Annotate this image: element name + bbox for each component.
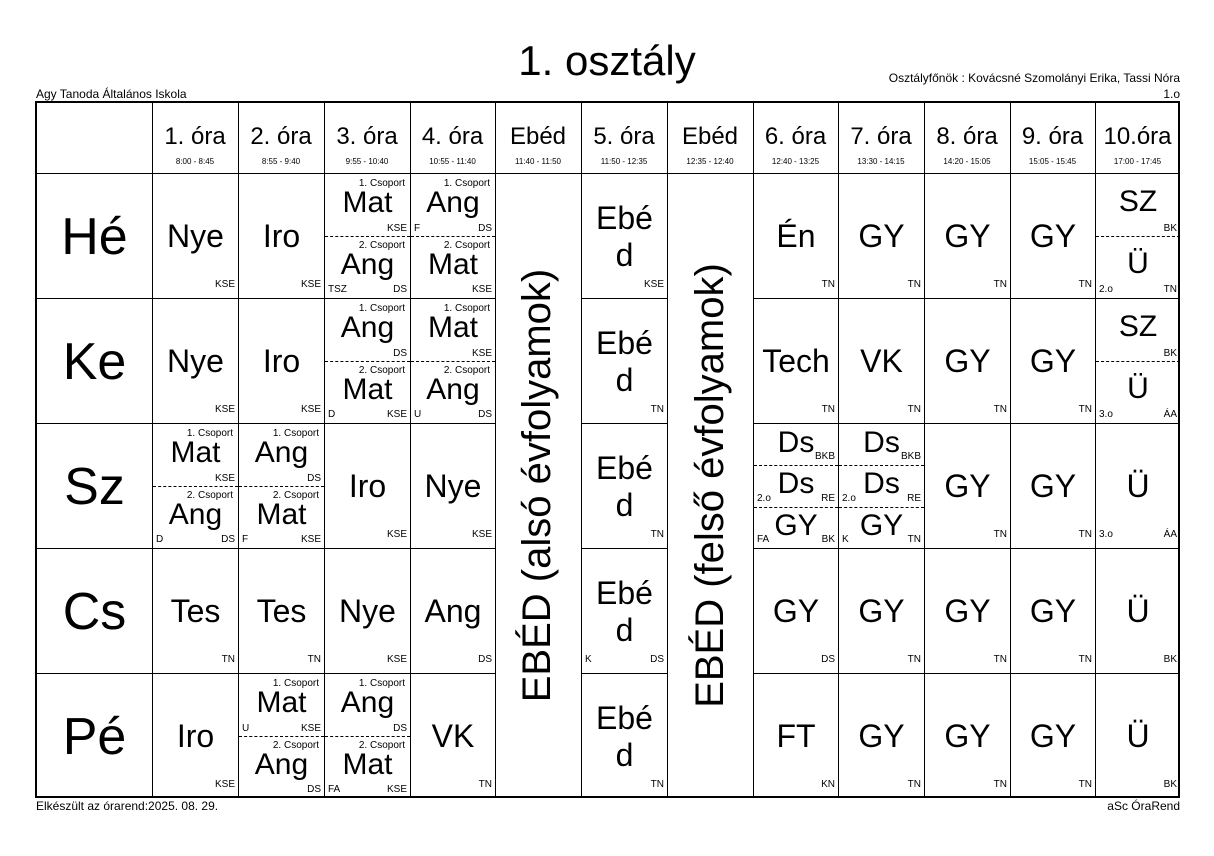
teacher-code: KSE [386,654,407,665]
lesson-cell[interactable] [1096,549,1180,673]
room-code: U [414,409,422,420]
lesson-cell[interactable] [839,174,924,298]
group-divider [1096,236,1180,237]
group-divider [325,736,410,737]
room-code: K [585,654,592,665]
subject-name-cont: d [615,612,634,648]
room-code: TSZ [328,284,347,295]
period-name: 7. óra [850,123,912,150]
group-divider [325,236,410,237]
period-header [152,103,238,173]
teacher-code: TN [821,404,835,415]
lesson-cell[interactable] [1011,424,1095,548]
subject-name: FT [776,718,816,754]
teacher-code: ÁA [1163,409,1177,420]
subject-name: Ü [1127,247,1149,280]
day-label: Hé [61,207,128,266]
teacher-code: TN [1078,654,1092,665]
subject-name: Mat [427,248,478,281]
teacher-code: KSE [471,284,492,295]
subject-name: Ds [863,467,900,501]
subject-name: Ang [254,748,309,781]
period-time: 15:05 - 15:45 [1028,157,1077,166]
day-label: Pé [62,707,127,766]
group-divider [325,361,410,362]
period-header [238,103,324,173]
software-brand: aSc ÓraRend [1107,799,1180,813]
lesson-cell[interactable] [325,549,410,673]
lesson-cell[interactable] [411,424,495,548]
lesson-cell[interactable] [582,424,667,548]
lesson-cell[interactable] [839,549,924,673]
subject-name: GY [859,508,904,542]
lesson-cell[interactable] [1096,174,1180,298]
period-header [753,103,838,173]
group-label: 1. Csoport [358,678,405,689]
subject-name: Ang [254,436,309,469]
teacher-code: KSE [386,529,407,540]
teacher-code: DS [821,654,835,665]
teacher-code: TN [650,779,664,790]
subject-name: SZ [1118,310,1158,343]
period-name: 3. óra [336,123,398,150]
subject-name: GY [1029,718,1077,754]
subject-name: GY [1029,593,1077,629]
subject-name: SZ [1118,185,1158,218]
teacher-code: DS [650,654,664,665]
subject-name-cont: d [615,237,634,273]
teacher-code: DS [478,654,492,665]
room-code: F [414,223,421,234]
subject-name: VK [860,343,903,379]
teacher-code: TN [993,279,1007,290]
subject-name: Ü [1126,718,1150,754]
period-name: 10.óra [1103,123,1172,150]
subject-name: Ang [424,593,482,629]
lesson-cell[interactable] [153,299,238,423]
group-label: 1. Csoport [272,678,319,689]
lesson-cell[interactable] [153,674,238,798]
lesson-cell[interactable] [754,424,838,548]
teacher-code: KSE [386,223,407,234]
group-label: 2. Csoport [443,240,490,251]
teacher-code: KSE [471,529,492,540]
teacher-code: KSE [214,279,235,290]
lesson-cell[interactable] [239,549,324,673]
subject-name: Ebé [596,575,653,611]
room-code: K [842,534,849,545]
subject-name: Iro [262,343,301,379]
subject-name: GY [944,343,991,379]
group-label: 2. Csoport [272,490,319,501]
lesson-cell[interactable] [754,299,838,423]
teacher-code: KSE [214,473,235,484]
teacher-code: TN [221,654,235,665]
period-header [495,103,581,173]
subject-name: GY [772,593,820,629]
lesson-cell[interactable] [325,299,410,423]
teacher-code: KSE [300,279,321,290]
period-header [667,103,753,173]
lesson-cell[interactable] [1096,424,1180,548]
group-label: 2. Csoport [358,740,405,751]
subject-name: GY [944,718,991,754]
class-code: 1.o [1163,87,1180,101]
group-label: 1. Csoport [443,303,490,314]
subject-name: Iro [262,218,301,254]
subject-name: GY [944,218,991,254]
period-time: 17:00 - 17:45 [1113,157,1162,166]
teacher-code: TN [650,404,664,415]
subject-name: Iro [348,468,387,504]
group-label: 1. Csoport [358,303,405,314]
subject-name-cont: d [615,362,634,398]
teacher-code: TN [478,779,492,790]
subject-name: Ü [1126,593,1150,629]
lesson-cell[interactable] [582,549,667,673]
subject-name: GY [1029,343,1077,379]
lesson-cell[interactable] [925,674,1010,798]
lesson-cell[interactable] [839,424,924,548]
subject-name: Ds [863,426,900,459]
school-name: Agy Tanoda Általános Iskola [36,87,187,101]
subject-name: GY [858,218,905,254]
period-time: 8:00 - 8:45 [175,157,215,166]
lesson-cell[interactable] [754,174,838,298]
group-divider [839,465,924,466]
page-title: 1. osztály [518,37,696,84]
lesson-cell[interactable] [153,424,238,548]
subject-name: Ang [340,248,395,281]
teacher-code: BK [1163,654,1177,665]
lesson-cell[interactable] [239,174,324,298]
teacher-code: TN [993,404,1007,415]
subject-name: Iro [176,718,215,754]
lesson-cell[interactable] [925,299,1010,423]
period-header [581,103,667,173]
lesson-cell[interactable] [325,424,410,548]
lesson-cell[interactable] [582,674,667,798]
teacher-code: BK [821,534,835,545]
group-divider [1096,361,1180,362]
lesson-cell[interactable] [582,299,667,423]
subject-name: Ang [426,373,480,406]
lesson-cell[interactable] [839,674,924,798]
lunch-break-text: EBÉD (felső évfolyamok) [687,263,732,708]
group-divider [754,465,838,466]
group-label: 2. Csoport [358,365,405,376]
group-label: 2. Csoport [443,365,490,376]
teacher-code: KSE [300,404,321,415]
teacher-code: TN [1078,404,1092,415]
group-divider [411,236,495,237]
subject-name: Ü [1127,372,1149,405]
lesson-cell[interactable] [925,549,1010,673]
subject-name: Nye [167,218,224,254]
teacher-code: DS [478,223,492,234]
period-time: 10:55 - 11:40 [429,157,476,166]
group-divider [153,486,238,487]
lesson-cell[interactable] [925,174,1010,298]
teacher-code: TN [1163,284,1177,295]
teacher-code: TN [993,654,1007,665]
subject-name: Ebé [596,450,653,486]
lesson-cell[interactable] [1096,674,1180,798]
lesson-cell[interactable] [325,674,410,798]
room-code: F [242,534,249,545]
subject-name: Mat [256,498,307,531]
teacher-code: RE [821,492,835,504]
period-time: 11:50 - 12:35 [600,157,648,166]
teacher-code: TN [821,279,835,290]
lesson-cell[interactable] [1011,674,1095,798]
subject-name: Ang [168,498,223,531]
subject-name-cont: d [615,487,634,523]
subject-name: Mat [342,186,393,219]
lesson-cell[interactable] [411,549,495,673]
subject-name: Mat [427,311,478,344]
subject-name: Mat [342,748,393,781]
lesson-cell[interactable] [411,299,495,423]
teacher-code: DS [478,409,492,420]
lesson-cell[interactable] [839,299,924,423]
lesson-cell[interactable] [411,174,495,298]
subject-name: Mat [342,373,393,406]
subject-name-cont: d [615,737,634,773]
teacher-code: TN [907,534,921,545]
teacher-code: DS [307,784,321,795]
teacher-code: BK [1163,348,1177,359]
period-time: 12:40 - 13:25 [771,157,820,166]
period-name: 6. óra [764,123,827,150]
teacher-code: BKB [900,451,921,463]
lesson-cell[interactable] [239,674,324,798]
subject-name: GY [944,593,991,629]
teacher-code: TN [993,529,1007,540]
teacher-code: DS [393,284,407,295]
room-code: FA [757,534,770,545]
lunch-break-label [667,173,753,798]
room-code: 3.o [1099,409,1113,420]
subject-name: Én [776,218,816,254]
lunch-break-label [495,173,581,798]
teacher-code: TN [907,279,921,290]
subject-name: GY [944,468,991,504]
lesson-cell[interactable] [1011,174,1095,298]
subject-name: Tech [762,343,830,379]
teacher-code: TN [907,404,921,415]
teacher-code: DS [307,473,321,484]
period-time: 11:40 - 11:50 [515,157,561,166]
subject-name: VK [431,718,475,754]
teacher-code: TN [993,779,1007,790]
teacher-code: KSE [471,348,492,359]
period-time: 8:55 - 9:40 [261,157,301,166]
lunch-break-text: EBÉD (alsó évfolyamok) [515,268,560,703]
period-name: Ebéd [681,123,739,150]
period-time: 12:35 - 12:40 [686,157,734,166]
teacher-code: BKB [814,451,835,463]
period-header [1095,103,1180,173]
subject-name: GY [1029,218,1077,254]
group-label: 1. Csoport [272,428,319,439]
group-divider [239,736,324,737]
group-divider [411,361,495,362]
teacher-code: KSE [214,779,235,790]
subject-name: GY [858,718,905,754]
period-header [924,103,1010,173]
subject-name: Ebé [596,325,653,361]
subject-name: Ds [777,426,815,459]
lesson-cell[interactable] [582,174,667,298]
day-label: Ke [62,332,127,391]
group-divider [754,507,838,508]
period-header [838,103,924,173]
group-label: 1. Csoport [443,178,490,189]
period-header [410,103,495,173]
group-label: 1. Csoport [358,178,405,189]
teacher-code: KN [821,779,835,790]
subject-name: Mat [170,436,221,469]
subject-name: Ebé [596,700,653,736]
teacher-code: TN [1078,779,1092,790]
teacher-code: BK [1163,779,1177,790]
lesson-cell[interactable] [153,549,238,673]
teacher-code: TN [650,529,664,540]
timetable-grid [35,101,1180,798]
subject-name: Nye [339,593,396,629]
period-time: 14:20 - 15:05 [943,157,991,166]
subject-name: Ang [340,686,395,719]
day-label: Cs [62,582,127,641]
lesson-cell[interactable] [925,424,1010,548]
teacher-code: RE [907,492,921,504]
teacher-code: KSE [300,723,321,734]
teacher-code: TN [1078,529,1092,540]
group-label: 2. Csoport [272,740,319,751]
teacher-code: BK [1163,223,1177,234]
period-name: 8. óra [936,123,998,150]
lesson-cell[interactable] [153,174,238,298]
period-time: 13:30 - 14:15 [857,157,905,166]
teacher-code: ÁA [1163,529,1177,540]
period-time: 9:55 - 10:40 [345,157,389,166]
period-name: 9. óra [1021,123,1084,150]
group-label: 2. Csoport [358,240,405,251]
lesson-cell[interactable] [754,549,838,673]
subject-name: GY [858,593,905,629]
teacher-code: TN [907,654,921,665]
room-code: 2.o [1099,284,1113,295]
teacher-code: TN [307,654,321,665]
class-teachers: Osztályfőnök : Kovácsné Szomolányi Erika, Tassi Nóra [888,71,1180,85]
created-date: Elkészült az órarend:2025. 08. 29. [36,799,219,813]
subject-name: Ebé [596,200,653,236]
group-divider [839,507,924,508]
teacher-code: TN [907,779,921,790]
lesson-cell[interactable] [1011,549,1095,673]
teacher-code: KSE [300,534,321,545]
subject-name: Tes [256,593,307,629]
teacher-code: KSE [386,784,407,795]
lesson-cell[interactable] [325,174,410,298]
room-code: 3.o [1099,529,1113,540]
lesson-cell[interactable] [239,424,324,548]
room-code: D [156,534,164,545]
group-label: 1. Csoport [186,428,233,439]
lesson-cell[interactable] [239,299,324,423]
room-code: U [242,723,250,734]
room-code: 2.o [842,492,856,504]
room-code: FA [328,784,341,795]
room-code: D [328,409,336,420]
teacher-code: TN [1078,279,1092,290]
subject-name: Tes [170,593,221,629]
day-label: Sz [64,457,125,516]
teacher-code: DS [393,348,407,359]
period-name: Ebéd [509,123,567,150]
room-code: 2.o [757,492,771,504]
teacher-code: KSE [386,409,407,420]
period-name: 4. óra [421,123,484,150]
period-name: 1. óra [164,123,226,150]
subject-name: GY [1029,468,1077,504]
teacher-code: KSE [643,279,664,290]
teacher-code: DS [221,534,235,545]
subject-name: GY [774,508,818,542]
period-header [324,103,410,173]
period-name: 5. óra [593,123,655,150]
subject-name: Ang [340,311,395,344]
lesson-cell[interactable] [754,674,838,798]
subject-name: Mat [256,686,307,719]
period-name: 2. óra [250,123,312,150]
group-divider [239,486,324,487]
subject-name: Ü [1126,468,1150,504]
subject-name: Ang [426,186,480,219]
group-label: 2. Csoport [186,490,233,501]
lesson-cell[interactable] [411,674,495,798]
period-header [1010,103,1095,173]
subject-name: Nye [424,468,482,504]
teacher-code: DS [393,723,407,734]
teacher-code: KSE [214,404,235,415]
subject-name: Nye [167,343,224,379]
lesson-cell[interactable] [1096,299,1180,423]
subject-name: Ds [777,467,815,501]
lesson-cell[interactable] [1011,299,1095,423]
